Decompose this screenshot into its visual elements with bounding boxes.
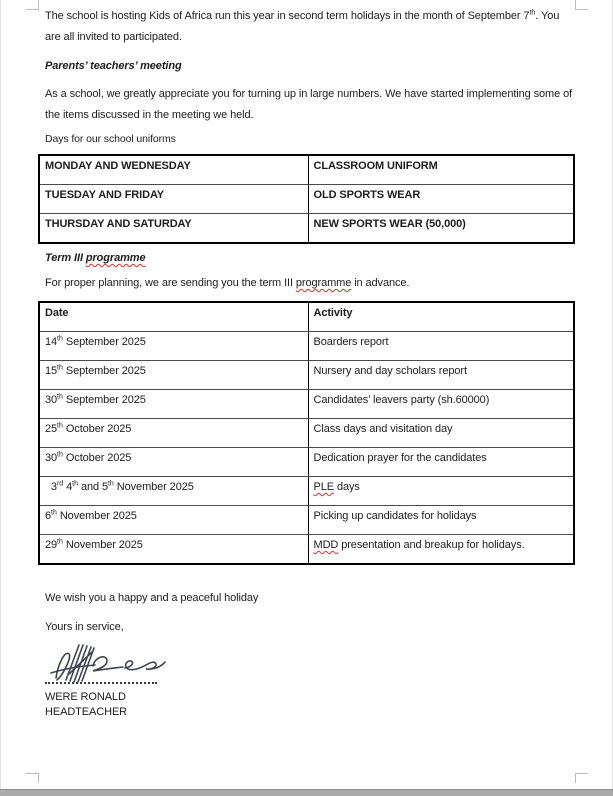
uniforms-row: [39, 214, 574, 244]
meeting-heading: Parents’ teachers’ meeting: [45, 60, 182, 72]
activity-cell: Boarders report: [308, 332, 574, 361]
date-cell: 25th October 2025: [39, 419, 308, 448]
date-cell: 3rd 4th and 5th November 2025: [39, 477, 308, 506]
programme-row: [39, 419, 574, 448]
date-header-cell: Date: [39, 302, 308, 332]
intro-paragraph: The school is hosting Kids of Africa run this year in second term holidays in the month of September 7th. You are all invited to participated.: [45, 9, 560, 43]
uniforms-row: [39, 185, 574, 214]
activity-cell: Class days and visitation day: [308, 419, 574, 448]
activity-header-cell: Activity: [308, 302, 574, 332]
valediction: Yours in service,: [45, 621, 124, 633]
activity-cell: MDD presentation and breakup for holidays.: [308, 535, 574, 565]
page-left-edge: [0, 0, 1, 790]
programme-row: [39, 390, 574, 419]
page-bottom-edge: [0, 789, 613, 796]
date-cell: 29th November 2025: [39, 535, 308, 565]
uniforms-table: [38, 154, 575, 244]
margin-mark-bottom-left: [26, 773, 39, 783]
date-cell: 14th September 2025: [39, 332, 308, 361]
programme-intro: For proper planning, we are sending you the term III programme in advance.: [45, 277, 410, 289]
programme-row: [39, 535, 574, 565]
programme-table: [38, 301, 575, 565]
document-body: [45, 6, 575, 720]
uniforms-row: [39, 155, 574, 185]
uniform-type-cell: OLD SPORTS WEAR: [308, 185, 574, 214]
meeting-paragraph: As a school, we greatly appreciate you for turning up in large numbers. We have started implementing some of the items discussed in the meeting we held.: [45, 88, 573, 121]
signature-block: [45, 642, 575, 720]
programme-row: [39, 506, 574, 535]
signatory-title: HEADTEACHER: [45, 706, 128, 718]
activity-cell: Candidates’ leavers party (sh.60000): [308, 390, 574, 419]
programme-row: [39, 361, 574, 390]
closing-wish: We wish you a happy and a peaceful holiday: [45, 592, 259, 604]
programme-row: [39, 448, 574, 477]
programme-row: [39, 477, 574, 506]
uniform-type-cell: NEW SPORTS WEAR (50,000): [308, 214, 574, 244]
uniform-days-cell: MONDAY AND WEDNESDAY: [39, 155, 308, 185]
signature-line: [45, 682, 157, 684]
uniforms-caption: Days for our school uniforms: [45, 133, 176, 145]
programme-row: [39, 332, 574, 361]
date-cell: 30th September 2025: [39, 390, 308, 419]
date-cell: 6th November 2025: [39, 506, 308, 535]
programme-heading: Term III programme: [45, 252, 146, 264]
activity-cell: Nursery and day scholars report: [308, 361, 574, 390]
date-cell: 30th October 2025: [39, 448, 308, 477]
uniform-type-cell: CLASSROOM UNIFORM: [308, 155, 574, 185]
activity-cell: Dedication prayer for the candidates: [308, 448, 574, 477]
activity-cell: PLE days: [308, 477, 574, 506]
activity-cell: Picking up candidates for holidays: [308, 506, 574, 535]
signatory-name: WERE RONALD: [45, 691, 126, 703]
margin-mark-top-right: [575, 0, 588, 10]
margin-mark-bottom-right: [575, 773, 588, 783]
programme-header-row: [39, 302, 574, 332]
margin-mark-top-left: [26, 0, 39, 10]
uniform-days-cell: THURSDAY AND SATURDAY: [39, 214, 308, 244]
date-cell: 15th September 2025: [39, 361, 308, 390]
uniform-days-cell: TUESDAY AND FRIDAY: [39, 185, 308, 214]
signature-image: [43, 642, 173, 684]
